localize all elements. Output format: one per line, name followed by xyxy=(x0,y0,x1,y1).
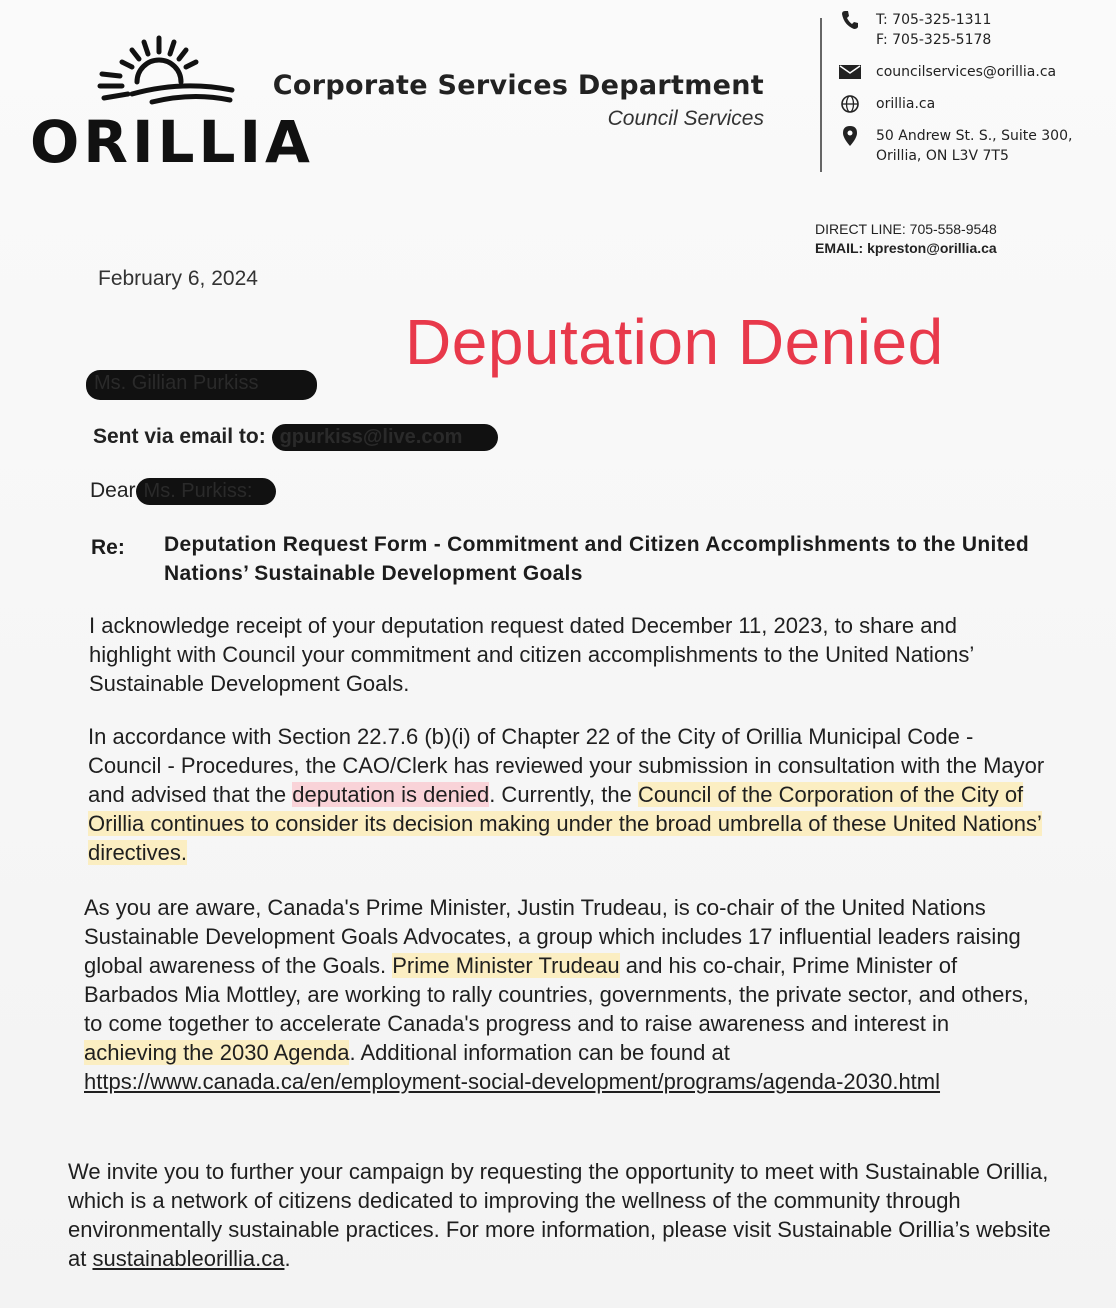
paragraph-context xyxy=(84,893,1044,1096)
address-line-1: 50 Andrew St. S., Suite 300, xyxy=(876,128,1073,144)
p3-text-b: and his co-chair, Prime Minister of Barbados Mia Mottley, are working to rally countries, governments, the private sector, and others, to come together to accelerate Canada's progress and to raise awareness and interest in xyxy=(84,953,1029,1036)
contact-web-row xyxy=(838,94,1098,114)
direct-line-label: DIRECT LINE: xyxy=(815,221,906,237)
divider xyxy=(820,18,822,172)
envelope-icon xyxy=(838,62,862,82)
recipient-line xyxy=(86,370,317,400)
contact-address-row xyxy=(838,126,1098,166)
contact-email-row xyxy=(838,62,1098,82)
paragraph-acknowledge: I acknowledge receipt of your deputation request dated December 11, 2023, to share and highlight with Council your commitment and citizen accomplishments to the United Nations’ Sustainable Development Goals. xyxy=(89,613,974,696)
p4-end: . xyxy=(284,1246,291,1271)
paragraph-invite xyxy=(68,1157,1068,1273)
phone-icon xyxy=(838,10,862,30)
p3-text-a: As you are aware, Canada's Prime Minister, Justin Trudeau, is co-chair of the United Nations Sustainable Development Goals Advocates, a group which includes 17 influential leaders raising global awareness of the Goals. xyxy=(84,895,1021,978)
department-title: Corporate Services Department xyxy=(272,70,764,101)
p3-text-c: . Additional information can be found at xyxy=(349,1040,730,1065)
contact-phone-row xyxy=(838,10,1098,50)
direct-email-label: EMAIL: xyxy=(815,240,864,256)
logo-wordmark: ORILLIA xyxy=(30,108,314,176)
council-email[interactable]: councilservices@orillia.ca xyxy=(876,64,1057,80)
council-highlight: Council of the Corporation of the City of Orillia continues to consider its decision making under the broad umbrella of these United Nations’ directives. xyxy=(88,782,1042,865)
paragraph-decision xyxy=(88,722,1048,867)
agenda-2030-link[interactable]: https://www.canada.ca/en/employment-social-development/programs/agenda-2030.html xyxy=(84,1069,941,1094)
globe-icon xyxy=(838,94,862,114)
letter-date: February 6, 2024 xyxy=(98,267,258,290)
direct-line: 705-558-9548 xyxy=(909,221,997,237)
agenda-highlight: achieving the 2030 Agenda xyxy=(84,1040,350,1065)
department-block xyxy=(273,70,764,131)
recipient-redacted: Ms. Gillian Purkiss xyxy=(86,370,317,400)
address-line-2: Orillia, ON L3V 7T5 xyxy=(876,148,1009,164)
sent-via-line xyxy=(93,424,498,451)
contact-block xyxy=(838,10,1098,178)
sent-email-redacted: gpurkiss@live.com xyxy=(272,424,498,451)
re-label: Re: xyxy=(91,536,125,559)
sent-label: Sent via email to: xyxy=(93,425,266,449)
trudeau-highlight: Prime Minister Trudeau xyxy=(392,953,620,978)
dear-label: Dear xyxy=(90,479,136,503)
sustainable-orillia-link[interactable]: sustainableorillia.ca xyxy=(92,1246,285,1271)
p2-text-a: In accordance with Section 22.7.6 (b)(i) of Chapter 22 of the City of Orillia Municipal Code - Council - Procedures, the CAO/Clerk has reviewed your submission in consultation with the Mayor and advised that the xyxy=(88,724,1045,807)
orillia-logo xyxy=(30,30,314,176)
direct-contact xyxy=(815,220,997,258)
denied-highlight: deputation is denied xyxy=(292,782,490,807)
sun-rays-icon xyxy=(92,30,242,110)
re-subject: Deputation Request Form - Commitment and Citizen Accomplishments to the United Nations’ Sustainable Development Goals xyxy=(164,533,1029,585)
website[interactable]: orillia.ca xyxy=(876,96,936,112)
phone-number: T: 705-325-1311 xyxy=(876,12,992,28)
dear-redacted: Ms. Purkiss: xyxy=(136,478,276,505)
denied-stamp: Deputation Denied xyxy=(405,306,944,378)
p4-text-a: We invite you to further your campaign by requesting the opportunity to meet with Sustainable Orillia, which is a network of citizens dedicated to improving the wellness of the community through environmentally sustainable practices. For more information, please visit Sustainable Orillia’s website at xyxy=(68,1159,1051,1271)
p2-text-b: . Currently, the xyxy=(489,782,638,807)
salutation xyxy=(90,478,276,505)
direct-email[interactable]: kpreston@orillia.ca xyxy=(867,240,997,256)
division-title: Council Services xyxy=(607,107,764,130)
fax-number: F: 705-325-5178 xyxy=(876,32,992,48)
location-pin-icon xyxy=(838,126,862,146)
